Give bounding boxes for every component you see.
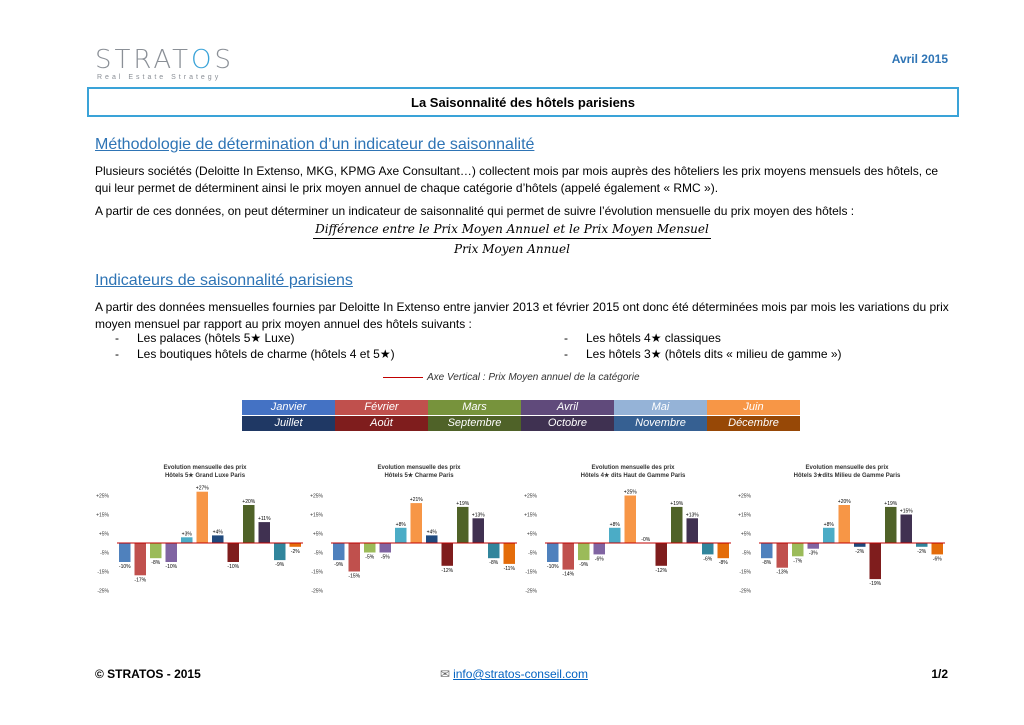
- data-label: +25%: [623, 489, 637, 496]
- bar-Mai: [609, 528, 621, 543]
- indicators-paragraph: A partir des données mensuelles fournies par Deloitte In Extenso entre janvier 2013 et février 2015 ont donc été déterminées mois par mois les variations du prix moyen mensuel par rapport au prix moyen annuel des hôtels suivants :: [95, 300, 949, 331]
- methodology-paragraph-2: A partir de ces données, on peut déterminer un indicateur de saisonnalité qui permet de suivre l’évolution mensuelle du prix moyen des hôtels :: [95, 204, 855, 218]
- chart-title: Evolution mensuelle des prix: [805, 465, 889, 471]
- y-tick-label: -15%: [739, 569, 751, 576]
- month-legend-11: Décembre: [707, 416, 800, 431]
- bar-Oct: [473, 518, 485, 543]
- list-item: - Les hôtels 4★ classiques: [564, 331, 721, 345]
- data-label: -2%: [290, 548, 300, 555]
- data-label: -8%: [151, 560, 161, 567]
- data-label: +20%: [837, 499, 851, 505]
- chart-3-star: [737, 460, 947, 600]
- y-tick-label: -5%: [528, 550, 537, 557]
- section-heading-indicators: Indicateurs de saisonnalité parisiens: [95, 272, 353, 289]
- data-label: -9%: [334, 562, 344, 569]
- bar-Fév: [777, 543, 789, 568]
- bar-Fév: [563, 543, 575, 570]
- bar-Mar: [364, 543, 376, 553]
- bar-Juil: [854, 543, 866, 547]
- y-tick-label: -25%: [739, 588, 751, 595]
- bar-Juin: [625, 496, 637, 544]
- data-label: -2%: [917, 548, 927, 555]
- data-label: -5%: [365, 554, 375, 561]
- y-tick-label: +15%: [96, 512, 109, 519]
- chart-5-star-charm: [309, 460, 519, 600]
- data-label: -5%: [380, 554, 390, 561]
- y-tick-label: +25%: [310, 493, 323, 500]
- data-label: -8%: [718, 560, 728, 567]
- bar-Nov: [916, 543, 928, 547]
- bar-Mai: [181, 537, 193, 543]
- bar-Juil: [212, 535, 224, 543]
- y-tick-label: +5%: [740, 531, 751, 538]
- bar-Mai: [395, 528, 407, 543]
- data-label: -8%: [489, 560, 499, 567]
- bar-Juil: [426, 535, 438, 543]
- data-label: +19%: [884, 500, 898, 507]
- data-label: -3%: [808, 550, 818, 557]
- bar-Mar: [578, 543, 590, 560]
- data-label: -9%: [579, 562, 589, 569]
- bar-Mai: [823, 528, 835, 543]
- data-label: -10%: [118, 564, 131, 570]
- chart-4-star: [523, 460, 733, 600]
- bar-Sep: [671, 507, 683, 543]
- data-label: +3%: [181, 531, 192, 538]
- logo-text: STRATOS: [95, 45, 235, 75]
- bar-Juin: [411, 503, 423, 543]
- data-label: -9%: [275, 562, 285, 569]
- data-label: -8%: [762, 560, 772, 567]
- bar-Nov: [702, 543, 714, 554]
- data-label: +8%: [609, 521, 620, 528]
- data-label: -12%: [441, 567, 454, 574]
- axis-legend: Axe Vertical : Prix Moyen annuel de la catégorie: [383, 372, 640, 383]
- document-date: Avril 2015: [891, 52, 948, 66]
- chart-subtitle: Hôtels 5★ Charme Paris: [384, 473, 454, 479]
- data-label: -13%: [776, 569, 789, 576]
- y-tick-label: -15%: [311, 569, 323, 576]
- mail-icon: ✉: [440, 667, 451, 681]
- y-tick-label: +5%: [98, 531, 109, 538]
- bar-Juin: [839, 505, 851, 543]
- formula-numerator: Différence entre le Prix Moyen Annuel et le Prix Moyen Mensuel: [313, 222, 711, 239]
- chart-title: Evolution mensuelle des prix: [163, 465, 247, 471]
- y-tick-label: +5%: [312, 531, 323, 538]
- bar-Avr: [594, 543, 606, 554]
- list-item: - Les hôtels 3★ (hôtels dits « milieu de gamme »): [564, 347, 842, 361]
- bar-Déc: [290, 543, 302, 547]
- y-tick-label: -25%: [311, 588, 323, 595]
- y-tick-label: -5%: [100, 550, 109, 557]
- data-label: +4%: [212, 529, 223, 536]
- data-label: -19%: [869, 581, 882, 588]
- chart-subtitle: Hôtels 3★dits Milieu de Gamme Paris: [793, 473, 901, 479]
- data-label: -10%: [165, 564, 178, 570]
- formula-denominator: Prix Moyen Annuel: [454, 242, 570, 256]
- bar-Jan: [761, 543, 773, 558]
- y-tick-label: -25%: [97, 588, 109, 595]
- month-legend-2: Mars: [428, 400, 521, 415]
- chart-5-star-luxury: [95, 460, 305, 600]
- page-number: 1/2: [931, 667, 948, 681]
- data-label: -10%: [546, 564, 559, 570]
- month-legend-0: Janvier: [242, 400, 335, 415]
- data-label: -6%: [594, 556, 604, 563]
- y-tick-label: -5%: [742, 550, 751, 557]
- data-label: -15%: [348, 573, 361, 580]
- bar-Avr: [166, 543, 178, 562]
- data-label: +19%: [456, 500, 470, 507]
- month-legend-6: Juillet: [242, 416, 335, 431]
- axis-legend-line: [383, 377, 423, 378]
- data-label: +15%: [899, 508, 913, 515]
- data-label: -10%: [227, 564, 240, 570]
- data-label: -0%: [641, 537, 651, 543]
- data-label: +19%: [670, 500, 684, 507]
- data-label: +8%: [823, 521, 834, 528]
- bar-Mar: [150, 543, 162, 558]
- data-label: +21%: [409, 497, 423, 504]
- data-label: -11%: [503, 565, 515, 572]
- methodology-paragraph-1: Plusieurs sociétés (Deloitte In Extenso, MKG, KPMG Axe Consultant…) collectent mois par mois auprès des hôteliers les prix moyens mensuels des hôtels, ce qui leur permet de déterminent ainsi le prix moyen annuel de chaque catégorie d’hôtels (appelé également « RMC »).: [95, 164, 939, 195]
- chart-subtitle: Hôtels 5★ Grand Luxe Paris: [164, 473, 246, 479]
- bar-Oct: [687, 518, 699, 543]
- data-label: +11%: [257, 516, 271, 523]
- y-tick-label: -25%: [525, 588, 537, 595]
- month-legend-4: Mai: [614, 400, 707, 415]
- logo-subtitle: Real Estate Strategy: [97, 74, 222, 81]
- data-label: +13%: [471, 512, 485, 519]
- y-tick-label: +25%: [96, 493, 109, 500]
- bar-Jan: [547, 543, 559, 562]
- y-tick-label: +5%: [526, 531, 537, 538]
- bar-Déc: [932, 543, 944, 554]
- month-legend-10: Novembre: [614, 416, 707, 431]
- bar-Fév: [135, 543, 147, 575]
- list-item: - Les boutiques hôtels de charme (hôtels 4 et 5★): [115, 347, 395, 361]
- list-item: - Les palaces (hôtels 5★ Luxe): [115, 331, 295, 345]
- bar-Nov: [488, 543, 500, 558]
- bar-Sep: [457, 507, 469, 543]
- data-label: -6%: [932, 556, 942, 563]
- y-tick-label: +15%: [310, 512, 323, 519]
- section-heading-methodology: Méthodologie de détermination d’un indicateur de saisonnalité: [95, 136, 535, 153]
- y-tick-label: +25%: [524, 493, 537, 500]
- bar-Jan: [333, 543, 345, 560]
- data-label: -6%: [703, 556, 713, 563]
- data-label: +4%: [426, 529, 437, 536]
- month-legend-9: Octobre: [521, 416, 614, 431]
- y-tick-label: +25%: [738, 493, 751, 500]
- chart-title: Evolution mensuelle des prix: [377, 465, 461, 471]
- bar-Juin: [197, 492, 209, 543]
- month-legend-3: Avril: [521, 400, 614, 415]
- bar-Août: [656, 543, 668, 566]
- footer-copyright: © STRATOS - 2015: [95, 667, 201, 681]
- data-label: -7%: [793, 558, 803, 565]
- bar-Avr: [380, 543, 392, 553]
- data-label: +13%: [685, 512, 699, 519]
- bar-Fév: [349, 543, 361, 572]
- bar-Mar: [792, 543, 804, 556]
- formula: [0, 222, 1024, 256]
- month-legend-5: Juin: [707, 400, 800, 415]
- y-tick-label: +15%: [524, 512, 537, 519]
- bar-Août: [442, 543, 454, 566]
- y-tick-label: -5%: [314, 550, 323, 557]
- data-label: +8%: [395, 521, 406, 528]
- bar-Nov: [274, 543, 286, 560]
- document-title: La Saisonnalité des hôtels parisiens: [87, 87, 959, 117]
- month-legend-7: Août: [335, 416, 428, 431]
- data-label: +20%: [242, 499, 256, 505]
- chart-subtitle: Hôtels 4★ dits Haut de Gamme Paris: [580, 473, 686, 479]
- bar-Avr: [808, 543, 820, 549]
- footer-email-link[interactable]: ✉ info@stratos-conseil.com: [440, 667, 588, 681]
- data-label: -2%: [855, 548, 865, 555]
- bar-Oct: [259, 522, 271, 543]
- bar-Sep: [243, 505, 255, 543]
- bar-Sep: [885, 507, 897, 543]
- month-legend-1: Février: [335, 400, 428, 415]
- y-tick-label: -15%: [97, 569, 109, 576]
- y-tick-label: +15%: [738, 512, 751, 519]
- data-label: +27%: [195, 485, 209, 492]
- bar-Août: [228, 543, 240, 562]
- bar-Déc: [504, 543, 516, 564]
- bar-Août: [870, 543, 882, 579]
- data-label: -17%: [134, 577, 147, 584]
- month-legend-8: Septembre: [428, 416, 521, 431]
- bar-Oct: [901, 515, 913, 544]
- logo: [95, 47, 234, 81]
- data-label: -14%: [562, 571, 575, 578]
- bar-Déc: [718, 543, 730, 558]
- month-color-legend: [242, 400, 800, 431]
- chart-title: Evolution mensuelle des prix: [591, 465, 675, 471]
- bar-Jan: [119, 543, 131, 562]
- y-tick-label: -15%: [525, 569, 537, 576]
- data-label: -12%: [655, 567, 668, 574]
